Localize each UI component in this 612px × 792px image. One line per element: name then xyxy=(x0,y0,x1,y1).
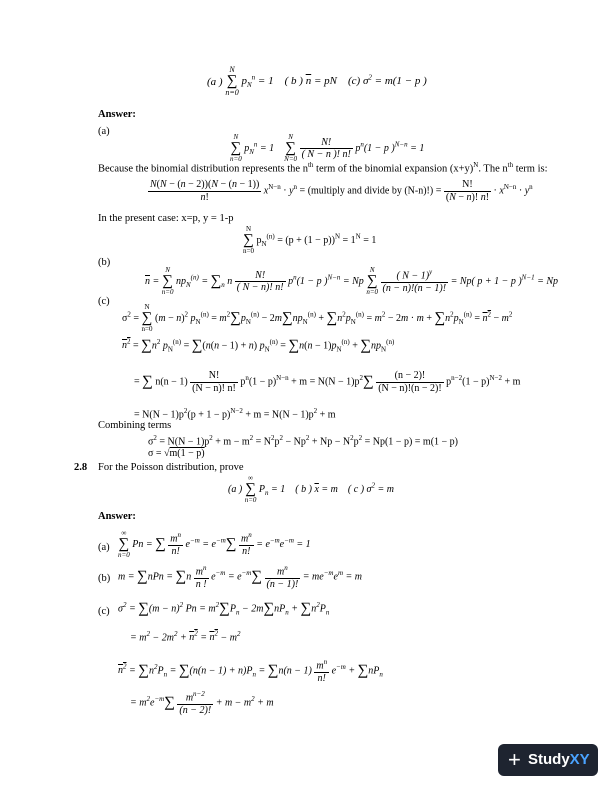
present-case: In the present case: x=p, y = 1-p xyxy=(98,213,234,224)
poisson-equation-c3: $n^2 = \sum n^2P_n = \sum(n(n - 1) + n)P_n = \sum n(n - 1)$ $\frac{m^n}{n!}$ $e^{-m} + \sum nP_n$ xyxy=(118,658,383,684)
equation-c3: = ∑ n(n − 1) $\frac{N!}{(N - n)! n!}$ $p^n(1 - p)^{N-n} + m = N(N - 1)p^2\sum$ $\frac{(n - 2)!}{(N - n)!(n - 2)!}$ $p^{n-2}(1 - p)^{N-2} + m$ xyxy=(134,370,521,394)
poisson-equation-c2: = $m^2 - 2m^2 + n^2 = n^2 - m^2$ xyxy=(130,630,241,644)
poisson-part-b-label: (b) xyxy=(98,573,111,584)
part-b-label: (b) xyxy=(98,257,111,268)
answer-label: Answer: xyxy=(98,511,136,522)
equation-c4: = $N(N - 1)p^2(p + 1 - p)^{N-2} + m = N(N - 1)p^2 + m$ xyxy=(134,407,336,421)
equation-c2: $n^2 = \sum n^2$ $p_N^{(n)} = \sum(n(n - 1) + n) p_N^{(n)} = \sum n(n - 1)p_N^{(n)} + \sum np_N^{(n)}$ xyxy=(122,337,395,354)
poisson-equation-c1: $\sigma^2 = \sum(m - n)^2$ $Pn = m^2\sum P_n - 2m\sum nP_n + \sum n^2P_n$ xyxy=(118,600,330,617)
part-c-label: (c) xyxy=(98,296,110,307)
plus-icon: + xyxy=(508,747,521,772)
poisson-header: (a ) ∞ ∑ n=0 $P_n = 1$ ( b ) $\overline{x} = m$ ( c ) $\sigma^2 = m$ xyxy=(228,474,394,504)
studyxy-badge[interactable] xyxy=(498,744,598,776)
section-number: 2.8 xyxy=(74,462,88,473)
section-title: For the Poisson distribution, prove xyxy=(98,462,244,473)
equation-c5: $\sigma^2 = N(N - 1)p^2 + m - m^2 = N^2p^2 - Np^2 + Np - N^2p^2 = Np(1 - p) = m(1 - p)$ xyxy=(148,434,458,448)
poisson-equation-b: m = ∑nPn = ∑n $\frac{m^n}{n !}$ $e^{-m} = e^{-m}\sum$ $\frac{m^n}{(n - 1)!}$ = $me^{-m}e^m = m$ xyxy=(118,564,362,590)
poisson-part-a-label: (a) xyxy=(98,542,110,553)
equation-b: $\overline{n} = N$ ∑ n=0 $np_N^{(n)} = \sum_n$ n $\frac{N!}{( N - n)! n!}$ $p^n(1 - p$ )$^{N-n}$ = Np N ∑ n=0 $\frac{( N - 1)^y}{(n - n)!(n - 1)!}$ = Np( p + 1 − p )$^{N-1}$ = Np xyxy=(145,266,558,296)
poisson-equation-c4: = $m^2e^{-m}\sum$ $\frac{m^{n-2}}{(n - 2)!}$ + $m - m^2 + m$ xyxy=(130,690,274,716)
multiply-note: (multiply and divide by (N-n)!) = xyxy=(307,185,442,197)
equation-c6: σ = √m(1 − p) xyxy=(148,448,205,459)
equation-c1: $\sigma^2 = N$ ∑ n=0 $(m - n)^2$ $p_N^{(n)} = m^2\sum p_N^{(n)} - 2m\sum np_N^{(n)} + \sum n^2p_N^{(n)} = m^2 - 2m \cdot m + \sum n^2p_N^{(n)} = n^2 - m^2$ xyxy=(122,303,513,333)
brand-name: StudyXY xyxy=(528,751,590,768)
combining-terms: Combining terms xyxy=(98,420,172,431)
header-equation: (a ) N ∑ n=0 $p_N^n = 1$ ( b ) $\overline{n}$ = pN (c) $\sigma^2 = m(1 - p$ ) xyxy=(207,65,427,97)
equation-term: $\frac{N(N - (n - 2))(N - (n - 1))}{n!}$ $x^{N-n} \cdot y^n$ = (multiply and divide by (N-n)!) = $\frac{N!}{(N - n)! n!}$ · $x^{N-n} \cdot y^n$ xyxy=(150,179,533,203)
answer-label: Answer: xyxy=(98,109,136,120)
poisson-equation-a: ∞ ∑ n=0 Pn = ∑ $\frac{m^n}{n!}$ $e^{-m} = e^{-m}\sum$ $\frac{m^n}{n!}$ = $e^{-m}e^{-m} = 1$ xyxy=(118,529,311,559)
equation-sum: N ∑ n=0 $p_N^{(n)} = (p + (1 - p))^N = 1^N = 1$ xyxy=(243,225,377,255)
part-a-label: (a) xyxy=(98,126,110,137)
poisson-part-c-label: (c) xyxy=(98,606,110,617)
binomial-note: Because the binomial distribution represents the $n^{th}$ term of the binomial expansion $(x+y)^N$. The $n^{th}$ term is: xyxy=(98,161,548,175)
equation-a1: N ∑ n=0 $p_N^n = 1$ N ∑ N=0 $\frac{N!}{( N - n )! n!}$ $p^n(1 - p$ )$^{N-n}$ = 1 xyxy=(230,133,425,163)
